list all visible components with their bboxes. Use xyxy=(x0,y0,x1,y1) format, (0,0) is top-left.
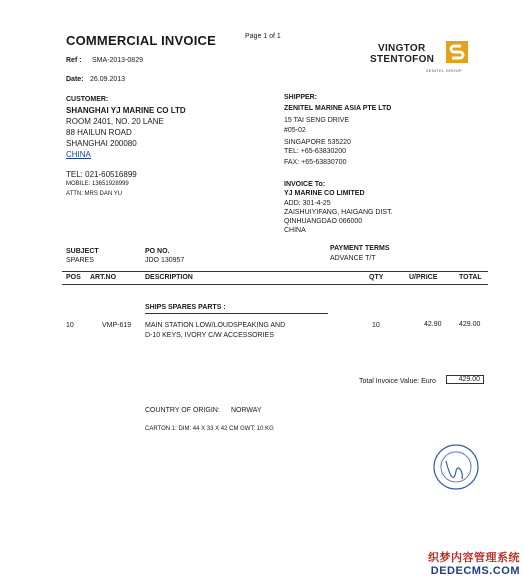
table-top-rule xyxy=(62,271,488,272)
shipper-address-2: #05-02 xyxy=(284,127,306,134)
invoice-to-country: CHINA xyxy=(284,227,306,234)
po-label: PO NO. xyxy=(145,248,170,255)
subject-value: SPARES xyxy=(66,257,94,264)
customer-label: CUSTOMER: xyxy=(66,96,109,103)
shipper-name: ZENITEL MARINE ASIA PTE LTD xyxy=(284,105,392,112)
logo-subtitle: ZENITEL GROUP xyxy=(426,68,462,73)
po-value: JDO 130957 xyxy=(145,257,185,264)
customer-mobile: MOBILE: 13651928999 xyxy=(66,181,129,187)
date-value: 26.09.2013 xyxy=(90,76,126,83)
row-description-line1: MAIN STATION LOW/LOUDSPEAKING AND xyxy=(145,322,286,329)
origin-value: NORWAY xyxy=(231,407,262,414)
payment-terms-value: ADVANCE T/T xyxy=(330,255,376,262)
document-title: COMMERCIAL INVOICE xyxy=(66,33,216,48)
origin-label: COUNTRY OF ORIGIN: xyxy=(145,407,220,414)
section-heading-rule xyxy=(145,313,328,314)
company-stamp xyxy=(432,443,480,491)
date-label: Date: xyxy=(66,76,84,83)
invoice-to-address-3: QINHUANGDAO 066000 xyxy=(284,218,363,225)
ref-value: SMA-2013-0829 xyxy=(92,57,143,64)
logo-mark-icon xyxy=(446,41,468,63)
page-indicator: Page 1 of 1 xyxy=(245,33,281,40)
row-description-line2: D-10 KEYS, IVORY C/W ACCESSORIES xyxy=(145,332,274,339)
ref-label: Ref : xyxy=(66,57,82,64)
company-logo xyxy=(370,38,470,76)
shipper-address-1: 15 TAI SENG DRIVE xyxy=(284,117,350,124)
stamp-seal-icon xyxy=(432,443,480,491)
customer-address-2: 88 HAILUN ROAD xyxy=(66,128,132,137)
total-value: 429.00 xyxy=(446,375,484,384)
invoice-to-label: INVOICE To: xyxy=(284,181,326,188)
logo-line2: STENTOFON xyxy=(370,54,435,65)
col-header-total: TOTAL xyxy=(459,274,482,281)
invoice-to-address-1: ADD: 301-4-25 xyxy=(284,200,331,207)
col-header-pos: POS xyxy=(66,274,81,281)
watermark-line2: DEDECMS.COM xyxy=(430,565,520,577)
total-label: Total Invoice Value: Euro xyxy=(359,378,436,385)
table-header-rule xyxy=(62,284,488,285)
section-heading: SHIPS SPARES PARTS : xyxy=(145,304,226,311)
shipper-tel: TEL: +65-63830200 xyxy=(284,148,347,155)
row-pos: 10 xyxy=(66,322,74,329)
customer-address-3: SHANGHAI 200080 xyxy=(66,139,137,148)
customer-address-1: ROOM 2401, NO. 20 LANE xyxy=(66,117,164,126)
col-header-artno: ART.NO xyxy=(90,274,117,281)
carton-info: CARTON 1: DIM: 44 X 33 X 42 CM GWT: 10 KG xyxy=(145,426,274,432)
customer-attn: ATTN: MRS DAN YU xyxy=(66,191,123,197)
shipper-fax: FAX: +65-63830700 xyxy=(284,159,347,166)
invoice-to-address-2: ZAISHUIYIFANG, HAIGANG DIST. xyxy=(284,209,393,216)
shipper-label: SHIPPER: xyxy=(284,94,318,101)
payment-terms-label: PAYMENT TERMS xyxy=(330,245,390,252)
subject-label: SUBJECT xyxy=(66,248,99,255)
col-header-uprice: U/PRICE xyxy=(409,274,438,281)
invoice-to-name: YJ MARINE CO LIMITED xyxy=(284,190,365,197)
customer-country-link[interactable]: CHINA xyxy=(66,150,91,159)
row-artno: VMP-619 xyxy=(102,322,132,329)
site-watermark xyxy=(428,549,520,577)
shipper-address-3: SINGAPORE 535220 xyxy=(284,139,351,146)
row-qty: 10 xyxy=(372,322,380,329)
row-total: 429.00 xyxy=(459,321,481,328)
col-header-description: DESCRIPTION xyxy=(145,274,193,281)
watermark-line1: 织梦内容管理系统 xyxy=(428,552,520,564)
row-uprice: 42.90 xyxy=(424,321,442,328)
logo-line1: VINGTOR xyxy=(378,43,426,54)
customer-name: SHANGHAI YJ MARINE CO LTD xyxy=(66,106,186,115)
col-header-qty: QTY xyxy=(369,274,384,281)
customer-tel: TEL: 021-60516899 xyxy=(66,170,137,179)
